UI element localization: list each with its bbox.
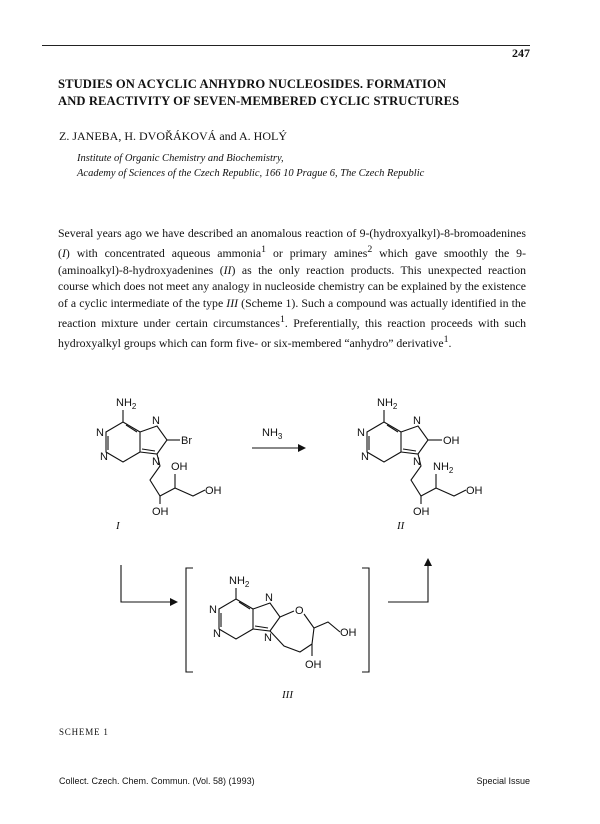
- compound-I-oh: OH: [205, 485, 222, 497]
- compound-I-br: Br: [181, 435, 192, 447]
- compound-II-nh2: $NH_2$: [377, 397, 398, 411]
- bond: [219, 599, 253, 639]
- abstract-paragraph: [58, 225, 526, 351]
- compound-III-structure: [209, 575, 357, 701]
- right-arrow-head: [424, 558, 432, 566]
- bond: [106, 422, 140, 462]
- compound-I-n7: N: [152, 415, 160, 427]
- authors: Z. JANEBA, H. DVOŘÁKOVÁ and A. HOLÝ: [59, 129, 287, 143]
- footer-citation: Collect. Czech. Chem. Commun. (Vol. 58) (1993): [59, 776, 255, 786]
- bond: [270, 614, 314, 652]
- page-number: 247: [512, 46, 530, 60]
- reagent-nh3: $NH_3$: [262, 427, 283, 441]
- compound-ref-I: I: [61, 245, 66, 260]
- compound-II-n3: N: [361, 451, 369, 463]
- compound-III-n1: N: [209, 604, 217, 616]
- citation-ref: 2: [367, 243, 373, 255]
- compound-I-oh: OH: [171, 461, 188, 473]
- title-line-2: AND REACTIVITY OF SEVEN-MEMBERED CYCLIC STRUCTURES: [58, 94, 460, 108]
- compound-ref-II: II: [223, 262, 232, 277]
- citation-ref: 1: [443, 333, 449, 345]
- bond: [436, 488, 466, 496]
- abstract-text: ) with concentrated aqueous ammonia: [65, 245, 262, 260]
- paper-title: [58, 76, 548, 110]
- abstract-text: Several years ago we have described an anomalous reaction of 9-(hydroxyalkyl)-8-bromoadenines (: [58, 226, 526, 260]
- compound-I-structure: [96, 397, 222, 532]
- compound-II-side-nh2: $NH_2$: [433, 461, 454, 475]
- compound-II-structure: [357, 397, 483, 532]
- compound-III-o: O: [295, 605, 304, 617]
- header-rule: [42, 45, 530, 46]
- bond: [175, 488, 205, 496]
- footer-issue: Special Issue: [476, 776, 530, 786]
- right-arrow: [388, 566, 428, 602]
- compound-I-n3: N: [100, 451, 108, 463]
- scheme-caption: SCHEME 1: [59, 727, 109, 737]
- left-arrow: [121, 565, 170, 602]
- reaction-arrow: [252, 427, 306, 452]
- compound-III-nh2: $NH_2$: [229, 575, 250, 589]
- abstract-text: ) as the only reaction products. This unexpected reaction course which does not meet any analogy in nucleoside chemistry can be explained by the existence of a cyclic intermediate of the type: [58, 262, 526, 311]
- bond: [255, 626, 268, 628]
- compound-III-label: III: [282, 689, 293, 701]
- bond: [280, 611, 294, 617]
- citation-ref: 1: [279, 313, 285, 325]
- arrow-head: [298, 444, 306, 452]
- compound-I-nh2: $NH_2$: [116, 397, 137, 411]
- compound-III-oh: OH: [340, 627, 357, 639]
- compound-II-label: II: [397, 520, 405, 532]
- bond: [403, 449, 416, 451]
- citation-ref: 1: [261, 243, 267, 255]
- reaction-scheme: [0, 370, 600, 750]
- compound-ref-III: III: [226, 296, 239, 311]
- abstract-text: . Preferentially, this reaction proceeds with such hydroxyalkyl groups which can form five- or six-membered “anhydro” derivative: [58, 315, 527, 350]
- compound-III-n9: N: [264, 632, 272, 644]
- bond: [142, 449, 155, 451]
- abstract-text: (Scheme 1). Such a compound was actually identified in the reaction mixture under certain circumstances: [58, 296, 527, 330]
- bracket-right: [362, 568, 369, 672]
- abstract-text: which gave smoothly the 9-(aminoalkyl)-8-hydroxyadenines (: [58, 245, 527, 277]
- abstract-text: .: [448, 335, 452, 350]
- compound-II-oh: OH: [413, 506, 430, 518]
- title-line-1: STUDIES ON ACYCLIC ANHYDRO NUCLEOSIDES. FORMATION: [58, 77, 447, 91]
- affiliation-line-1: Institute of Organic Chemistry and Biochemistry,: [77, 153, 284, 164]
- compound-III-n7: N: [265, 592, 273, 604]
- bracket-left: [186, 568, 193, 672]
- compound-II-oh: OH: [466, 485, 483, 497]
- compound-II-n9: N: [413, 456, 421, 468]
- compound-II-n7: N: [413, 415, 421, 427]
- compound-III-n3: N: [213, 628, 221, 640]
- compound-I-n1: N: [96, 427, 104, 439]
- abstract-text: or primary amines: [266, 245, 368, 260]
- compound-I-oh: OH: [152, 506, 169, 518]
- bond: [314, 622, 340, 632]
- compound-I-n9: N: [152, 456, 160, 468]
- compound-I-label: I: [116, 520, 120, 532]
- compound-II-n1: N: [357, 427, 365, 439]
- compound-III-oh: OH: [305, 659, 322, 671]
- affiliation-line-2: Academy of Sciences of the Czech Republic, 166 10 Prague 6, The Czech Republic: [77, 168, 425, 179]
- left-arrow-head: [170, 598, 178, 606]
- compound-II-oh8: OH: [443, 435, 460, 447]
- bond: [367, 422, 401, 462]
